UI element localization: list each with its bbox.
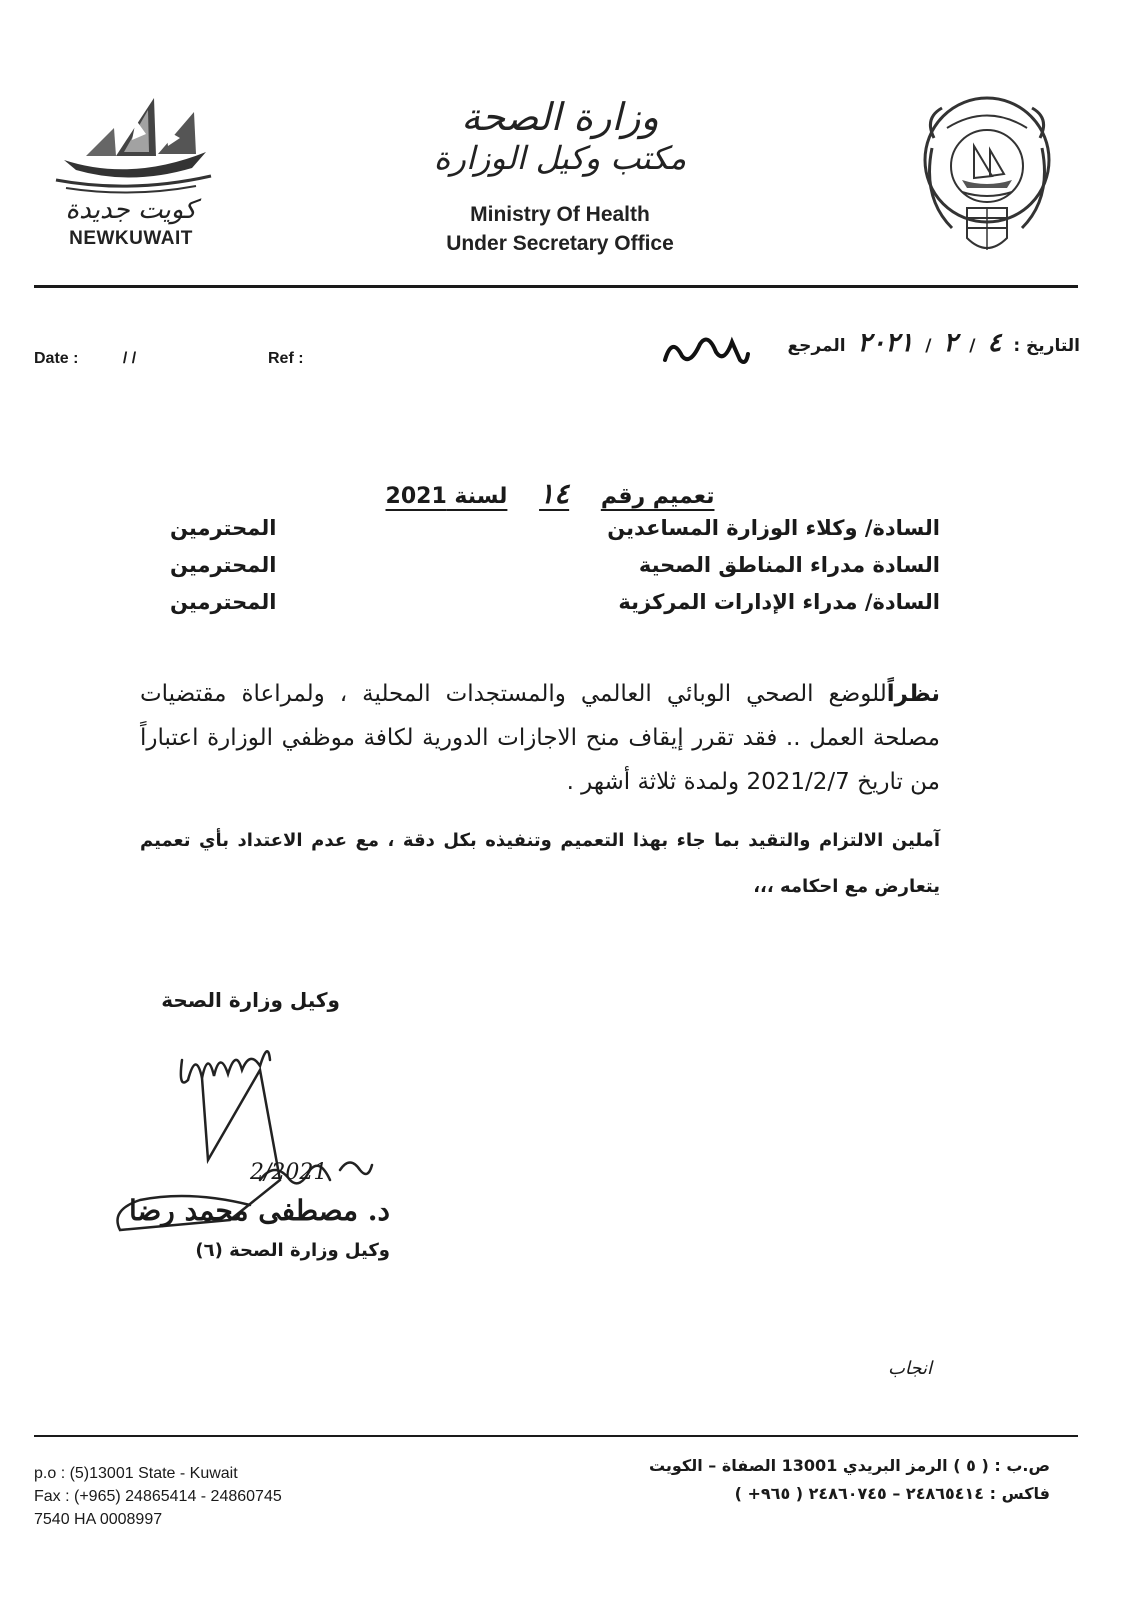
circular-title bbox=[360, 477, 740, 510]
body-lead-word: نظراً bbox=[886, 681, 940, 707]
ministry-ar-line2: مكتب وكيل الوزارة bbox=[433, 139, 687, 177]
date-field-ar: التاريخ : ٤ / ٢ / ٢٠٢١ المرجع bbox=[787, 328, 1080, 358]
body-text-1: للوضع الصحي الوبائي العالمي والمستجدات المحلية ، ولمراعاة مقتضيات مصلحة العمل .. فقد تقرر إيقاف منح الاجازات الدورية لكافة موظفي الوزارة اعتباراً من تاريخ 2021/2/7 ولمدة ثلاثة أشهر . bbox=[140, 681, 940, 795]
date-slashes-en: / / bbox=[122, 350, 137, 367]
signature-date-note: 2/2021 bbox=[250, 1160, 328, 1185]
footer-en-line: p.o : (5)13001 State - Kuwait bbox=[34, 1465, 238, 1482]
addressee-name: السادة/ وكلاء الوزارة المساعدين bbox=[607, 516, 940, 540]
date-year: ٢٠٢١ bbox=[857, 328, 914, 358]
addressee-name: السادة مدراء المناطق الصحية bbox=[638, 553, 940, 577]
addressee-row bbox=[170, 516, 940, 540]
header-divider bbox=[34, 285, 1078, 288]
footer-en-line: 7540 HA 0008997 bbox=[34, 1511, 163, 1528]
ref-label-ar: المرجع bbox=[787, 336, 846, 356]
footer-en-line: Fax : (+965) 24865414 - 24860745 bbox=[34, 1488, 282, 1505]
body-paragraph-2: آملين الالتزام والتقيد بما جاء بهذا التعميم وتنفيذه بكل دقة ، مع عدم الاعتداد بأي تعميم يتعارض مع احكامه ،،، bbox=[140, 830, 940, 897]
addressee-name: السادة/ مدراء الإدارات المركزية bbox=[618, 590, 940, 614]
addressee-honorific: المحترمين bbox=[170, 590, 277, 614]
signatory-title: وكيل وزارة الصحة bbox=[161, 988, 340, 1012]
ministry-en-line2: Under Secretary Office bbox=[446, 232, 674, 255]
footer-divider bbox=[34, 1435, 1078, 1437]
ref-handwriting-icon bbox=[660, 326, 750, 372]
date-month: ٢ bbox=[943, 328, 958, 358]
attachment-note: انجاب bbox=[887, 1358, 933, 1379]
footer-english bbox=[34, 1462, 454, 1531]
newkuwait-english: NEWKUWAIT bbox=[69, 228, 193, 249]
addressee-row bbox=[170, 553, 940, 577]
footer-arabic bbox=[640, 1452, 1050, 1508]
body-paragraph-1 bbox=[140, 672, 940, 804]
ministry-name-arabic bbox=[400, 95, 720, 177]
signatory-name: د. مصطفى محمد رضا bbox=[129, 1194, 390, 1227]
date-label-en: Date : bbox=[34, 350, 79, 367]
addressee-honorific: المحترمين bbox=[170, 516, 277, 540]
newkuwait-arabic: كويت جديدة bbox=[65, 195, 197, 225]
circular-year: لسنة 2021 bbox=[385, 484, 508, 509]
ref-label-en: Ref : bbox=[268, 350, 304, 367]
date-field-en bbox=[34, 350, 136, 368]
ministry-ar-line1: وزارة الصحة bbox=[461, 95, 659, 139]
date-day: ٤ bbox=[987, 328, 1002, 358]
circular-number: ١٤ bbox=[539, 477, 570, 510]
ministry-en-line1: Ministry Of Health bbox=[470, 203, 650, 226]
date-label-ar: التاريخ : bbox=[1013, 336, 1080, 356]
kuwait-emblem-icon bbox=[912, 88, 1062, 263]
signatory-role: وكيل وزارة الصحة (٦) bbox=[195, 1240, 390, 1261]
dhow-logo-icon bbox=[46, 90, 216, 195]
footer-ar-line2: فاكس : ٢٤٨٦٥٤١٤ – ٢٤٨٦٠٧٤٥ ( ٩٦٥+ ) bbox=[734, 1484, 1050, 1503]
addressee-honorific: المحترمين bbox=[170, 553, 277, 577]
addressee-row bbox=[170, 590, 940, 614]
footer-ar-line1: ص.ب : ( ٥ ) الرمز البريدي 13001 الصفاة – الكويت bbox=[648, 1456, 1050, 1475]
ministry-name-english bbox=[400, 200, 720, 258]
circular-title-word: تعميم رقم bbox=[600, 484, 715, 509]
